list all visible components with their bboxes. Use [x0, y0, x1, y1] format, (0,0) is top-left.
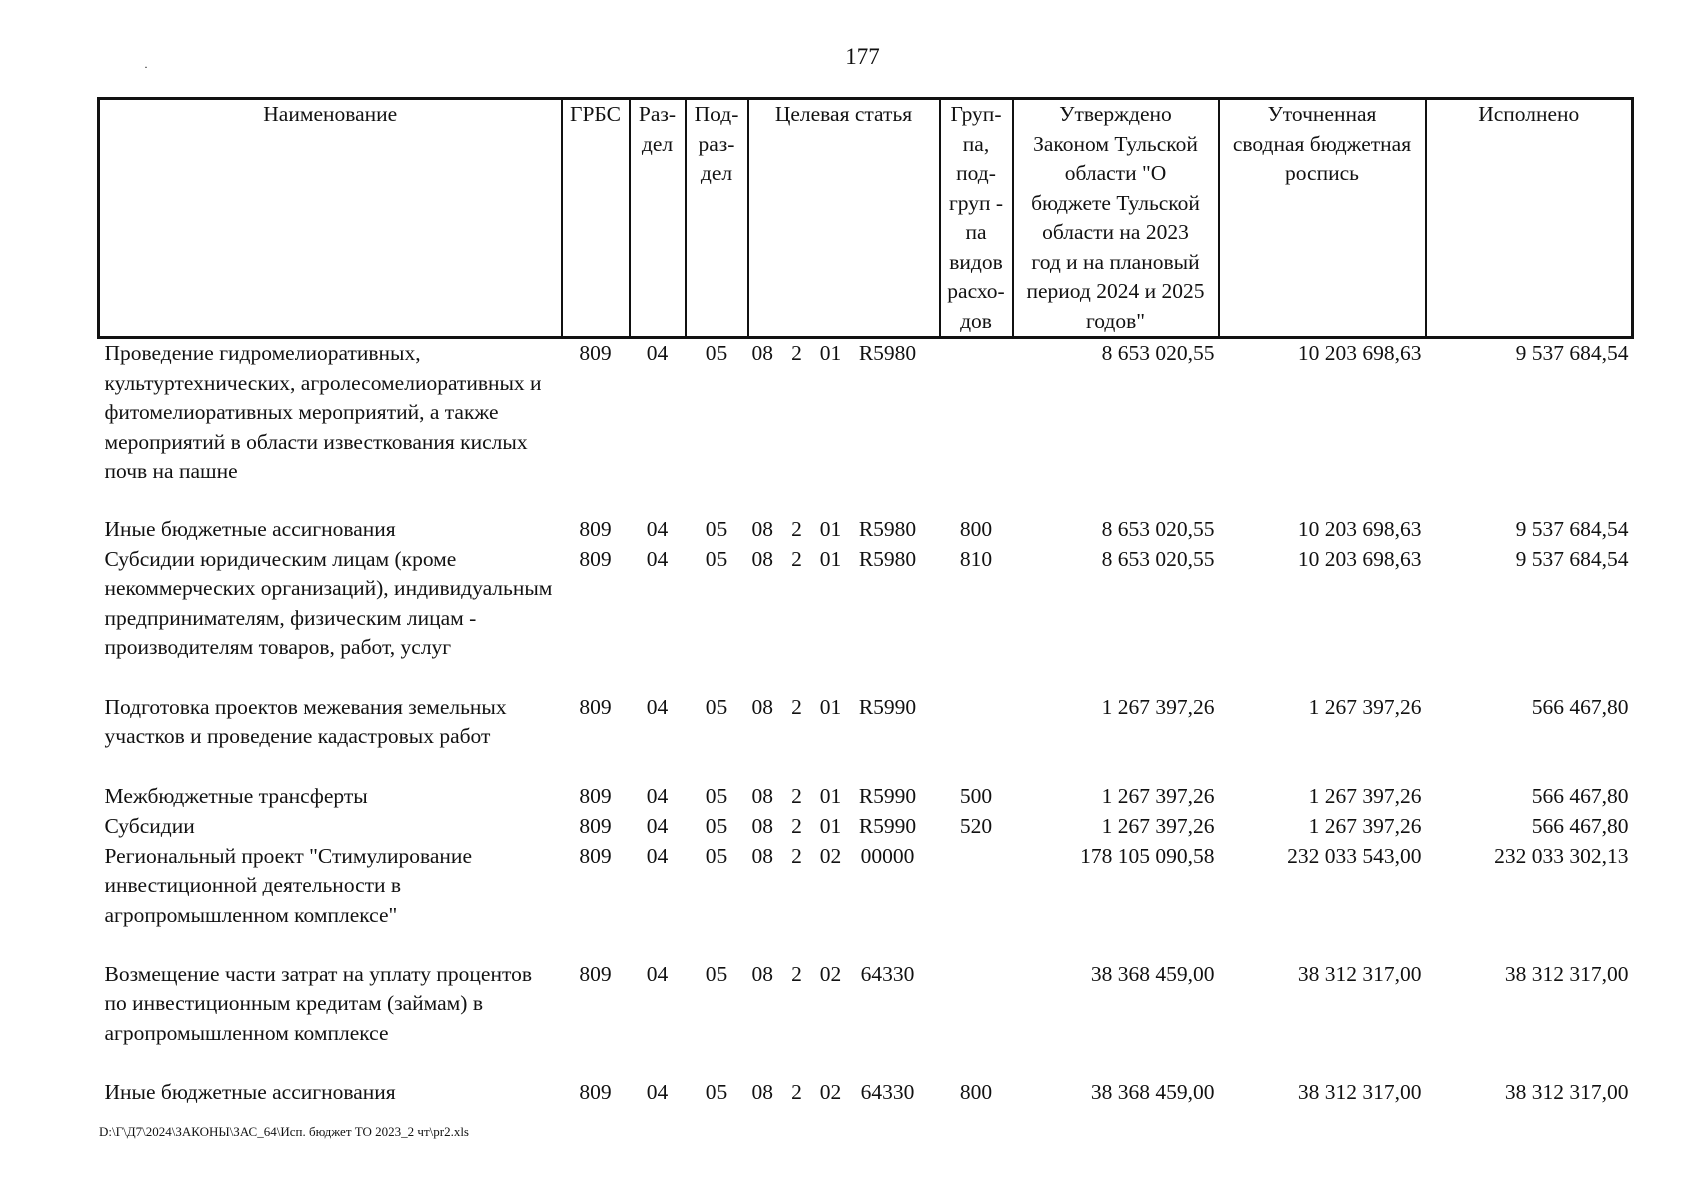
row-grbs: 809 [579, 546, 612, 571]
celevaya-part-2: 2 [791, 961, 802, 986]
row-grbs: 809 [579, 341, 612, 365]
celevaya-part-2: 2 [791, 783, 802, 808]
row-refined: 10 203 698,63 [1297, 546, 1422, 571]
row-grbs: 809 [579, 961, 612, 986]
row-vid-rashodov: 800 [959, 516, 993, 541]
celevaya-part-2: 2 [791, 813, 802, 838]
row-razdel: 04 [646, 516, 669, 541]
row-refined: 10 203 698,63 [1297, 341, 1422, 365]
table-body [99, 338, 1633, 1110]
row-vid-rashodov: 800 [959, 1079, 993, 1104]
celevaya-part-4: R5980 [858, 516, 917, 541]
table-row [99, 1078, 1633, 1110]
celevaya-part-2: 2 [791, 516, 802, 541]
row-grbs: 809 [579, 843, 612, 868]
row-podrazdel: 05 [705, 516, 728, 541]
row-razdel: 04 [646, 961, 669, 986]
row-approved: 1 267 397,26 [1101, 813, 1215, 838]
table-header [99, 99, 1633, 338]
row-celevaya-statya [748, 1078, 940, 1110]
celevaya-part-2: 2 [791, 843, 802, 868]
row-celevaya-statya [748, 338, 940, 515]
celevaya-part-4: 64330 [860, 1079, 915, 1104]
row-podrazdel: 05 [705, 813, 728, 838]
celevaya-part-1: 08 [751, 341, 773, 365]
celevaya-part-2: 2 [791, 694, 802, 719]
row-razdel: 04 [646, 1079, 669, 1104]
row-razdel: 04 [646, 783, 669, 808]
celevaya-part-3: 01 [819, 341, 842, 365]
celevaya-part-1: 08 [751, 961, 773, 986]
row-grbs: 809 [579, 1079, 612, 1104]
row-refined: 1 267 397,26 [1308, 813, 1422, 838]
row-name: Иные бюджетные ассигнования [104, 516, 396, 541]
row-name: Субсидии [104, 813, 195, 838]
celevaya-part-4: R5990 [858, 694, 917, 719]
celevaya-part-1: 08 [751, 843, 773, 868]
celevaya-part-3: 02 [819, 843, 842, 868]
row-name: Проведение гидромелиоративных, культуртехнических, агролесомелиоративных и фитомелиоративных мероприятий, а также мероприятий в области известкования кислых почв на пашне [104, 341, 542, 483]
row-podrazdel: 05 [705, 694, 728, 719]
header-vid-rashodov: Груп- па, под- груп - па видов расхо- дов [940, 99, 1013, 338]
row-refined: 10 203 698,63 [1297, 516, 1422, 541]
row-podrazdel: 05 [705, 961, 728, 986]
row-executed: 9 537 684,54 [1515, 516, 1629, 541]
header-celevaya-statya: Целевая статья [748, 99, 940, 338]
row-celevaya-statya [748, 842, 940, 960]
row-celevaya-statya [748, 782, 940, 812]
row-razdel: 04 [646, 843, 669, 868]
row-name: Субсидии юридическим лицам (кроме некоммерческих организаций), индивидуальным предпринимателям, физическим лицам - производителям товаров, работ, услуг [104, 546, 553, 659]
row-executed: 566 467,80 [1531, 813, 1629, 838]
row-approved: 38 368 459,00 [1090, 1079, 1215, 1104]
row-podrazdel: 05 [705, 341, 728, 365]
celevaya-part-2: 2 [791, 341, 802, 365]
row-executed: 9 537 684,54 [1515, 341, 1629, 365]
header-razdel: Раз- дел [630, 99, 686, 338]
row-razdel: 04 [646, 694, 669, 719]
row-celevaya-statya [748, 515, 940, 545]
row-approved: 8 653 020,55 [1101, 516, 1215, 541]
row-name: Региональный проект "Стимулирование инвестиционной деятельности в агропромышленном комплексе" [104, 843, 472, 927]
row-name: Подготовка проектов межевания земельных участков и проведение кадастровых работ [104, 694, 507, 748]
row-executed: 566 467,80 [1531, 694, 1629, 719]
celevaya-part-3: 01 [819, 694, 842, 719]
row-approved: 1 267 397,26 [1101, 694, 1215, 719]
row-executed: 38 312 317,00 [1504, 1079, 1629, 1104]
row-razdel: 04 [646, 341, 669, 365]
row-name: Иные бюджетные ассигнования [104, 1079, 396, 1104]
header-utochnennaya: Уточненная сводная бюджетная роспись [1219, 99, 1426, 338]
header-podrazdel: Под- раз- дел [686, 99, 748, 338]
row-name: Межбюджетные трансферты [104, 783, 368, 808]
row-vid-rashodov [940, 693, 1013, 782]
celevaya-part-3: 01 [819, 546, 842, 571]
row-razdel: 04 [646, 813, 669, 838]
row-celevaya-statya [748, 545, 940, 693]
celevaya-part-2: 2 [791, 1079, 802, 1104]
header-ispolneno: Исполнено [1426, 99, 1633, 338]
celevaya-part-2: 2 [791, 546, 802, 571]
row-podrazdel: 05 [705, 843, 728, 868]
row-executed: 38 312 317,00 [1504, 961, 1629, 986]
row-celevaya-statya [748, 693, 940, 782]
table-row [99, 842, 1633, 960]
row-name: Возмещение части затрат на уплату процентов по инвестиционным кредитам (займам) в агропромышленном комплексе [104, 961, 532, 1045]
celevaya-part-3: 01 [819, 783, 842, 808]
row-vid-rashodov: 810 [959, 546, 993, 571]
row-executed: 232 033 302,13 [1494, 843, 1629, 868]
row-approved: 8 653 020,55 [1101, 341, 1215, 365]
celevaya-part-1: 08 [751, 1079, 773, 1104]
row-approved: 8 653 020,55 [1101, 546, 1215, 571]
budget-table [97, 97, 1634, 1110]
row-podrazdel: 05 [705, 783, 728, 808]
row-grbs: 809 [579, 694, 612, 719]
celevaya-part-1: 08 [751, 783, 773, 808]
row-executed: 9 537 684,54 [1515, 546, 1629, 571]
header-grbs: ГРБС [562, 99, 630, 338]
celevaya-part-4: 00000 [860, 843, 915, 868]
row-refined: 1 267 397,26 [1308, 694, 1422, 719]
row-refined: 232 033 543,00 [1287, 843, 1422, 868]
celevaya-part-1: 08 [751, 694, 773, 719]
celevaya-part-3: 01 [819, 813, 842, 838]
celevaya-part-4: 64330 [860, 961, 915, 986]
header-name: Наименование [99, 99, 562, 338]
table-row [99, 960, 1633, 1078]
row-celevaya-statya [748, 812, 940, 842]
row-vid-rashodov [940, 960, 1013, 1078]
row-approved: 1 267 397,26 [1101, 783, 1215, 808]
table-row [99, 782, 1633, 812]
scan-dot: · [144, 60, 148, 74]
celevaya-part-3: 01 [819, 516, 842, 541]
header-utverzhdeno: Утверждено Законом Тульской области "О бюджете Тульской области на 2023 год и на плановый период 2024 и 2025 годов" [1013, 99, 1219, 338]
row-approved: 178 105 090,58 [1080, 843, 1215, 868]
page-number: 177 [845, 44, 880, 69]
row-vid-rashodov: 520 [959, 813, 993, 838]
row-refined: 1 267 397,26 [1308, 783, 1422, 808]
row-grbs: 809 [579, 516, 612, 541]
table-row [99, 812, 1633, 842]
row-razdel: 04 [646, 546, 669, 571]
celevaya-part-3: 02 [819, 1079, 842, 1104]
table-row [99, 515, 1633, 545]
row-executed: 566 467,80 [1531, 783, 1629, 808]
row-grbs: 809 [579, 813, 612, 838]
celevaya-part-4: R5990 [858, 783, 917, 808]
row-podrazdel: 05 [705, 1079, 728, 1104]
celevaya-part-1: 08 [751, 546, 773, 571]
celevaya-part-4: R5980 [858, 546, 917, 571]
row-celevaya-statya [748, 960, 940, 1078]
celevaya-part-4: R5980 [858, 341, 917, 365]
row-vid-rashodov [940, 338, 1013, 515]
table-row [99, 338, 1633, 515]
row-grbs: 809 [579, 783, 612, 808]
table-row [99, 693, 1633, 782]
celevaya-part-1: 08 [751, 813, 773, 838]
celevaya-part-3: 02 [819, 961, 842, 986]
row-vid-rashodov: 500 [959, 783, 993, 808]
row-vid-rashodov [940, 842, 1013, 960]
row-approved: 38 368 459,00 [1090, 961, 1215, 986]
row-refined: 38 312 317,00 [1297, 961, 1422, 986]
celevaya-part-4: R5990 [858, 813, 917, 838]
row-refined: 38 312 317,00 [1297, 1079, 1422, 1104]
celevaya-part-1: 08 [751, 516, 773, 541]
file-path-footer: D:\Г\Д7\2024\ЗАКОНЫ\ЗАС_64\Исп. бюджет ТО 2023_2 чт\pr2.xls [99, 1124, 469, 1139]
row-podrazdel: 05 [705, 546, 728, 571]
table-row [99, 545, 1633, 693]
